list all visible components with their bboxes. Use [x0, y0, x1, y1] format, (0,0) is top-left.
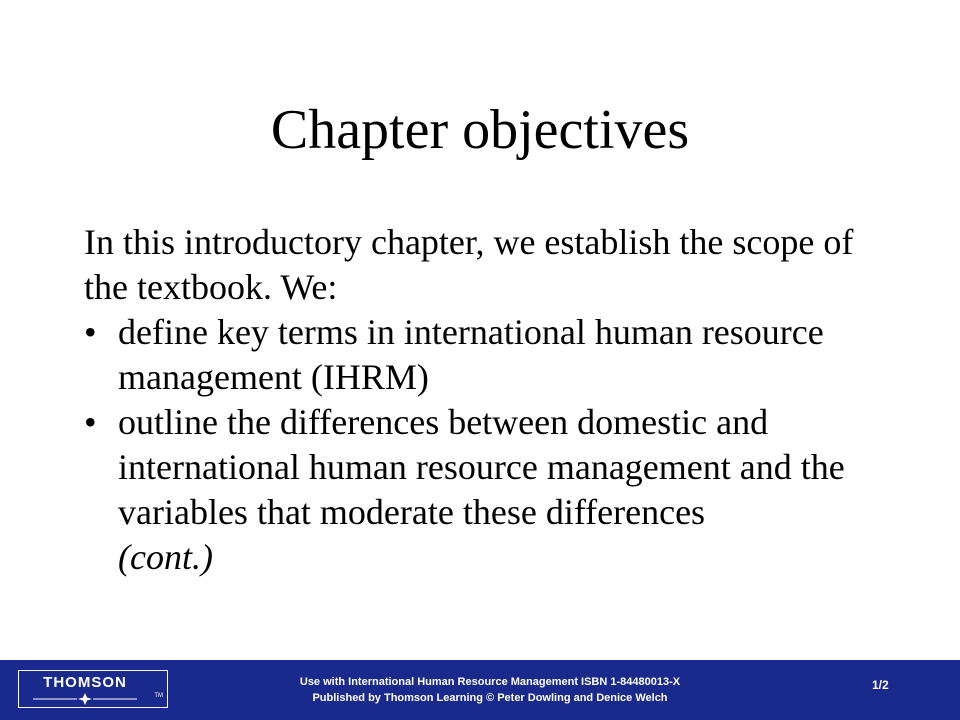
- bullet-dot-icon: •: [84, 402, 97, 442]
- bullet-list: [84, 310, 884, 580]
- bullet-text: define key terms in international human resource management (IHRM): [118, 312, 824, 397]
- slide-title: Chapter objectives: [270, 99, 690, 161]
- footer-line-2: Published by Thomson Learning © Peter Dowling and Denice Welch: [312, 692, 668, 704]
- bullet-item: [84, 400, 884, 580]
- logo-star-icon: [19, 693, 151, 705]
- continued-label: (cont.): [118, 537, 213, 577]
- logo-trademark: TM: [154, 693, 163, 699]
- logo-wordmark: THOMSON: [43, 674, 127, 691]
- footer-bar: [0, 660, 960, 720]
- bullet-text: outline the differences between domestic and international human resource management and the variables that moderate these differences: [118, 402, 845, 532]
- thomson-logo: [18, 670, 168, 708]
- footer-line-1: Use with International Human Resource Management ISBN 1-84480013-X: [299, 676, 681, 688]
- bullet-dot-icon: •: [84, 312, 97, 352]
- footer-credits: [190, 674, 790, 706]
- intro-text: In this introductory chapter, we establish the scope of the textbook. We:: [84, 222, 854, 307]
- page-number: 1/2: [872, 678, 889, 692]
- slide-content: [84, 220, 884, 580]
- bullet-item: [84, 310, 884, 400]
